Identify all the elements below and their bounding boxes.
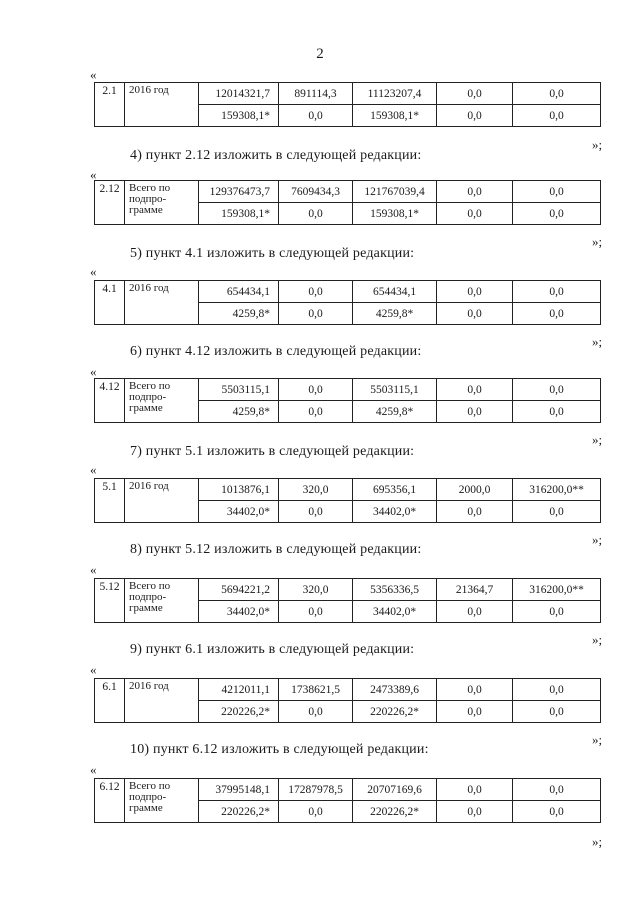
value-cell: 316200,0**: [513, 579, 601, 601]
value-cell: 0,0: [437, 281, 513, 303]
value-cell: 0,0: [513, 679, 601, 701]
value-cell: 159308,1*: [353, 203, 437, 225]
value-cell: 0,0: [513, 105, 601, 127]
value-cell: 34402,0*: [199, 501, 279, 523]
value-cell: 0,0: [279, 303, 353, 325]
open-quote: «: [90, 67, 97, 82]
amendment-table: [94, 82, 601, 127]
value-cell: 0,0: [437, 801, 513, 823]
value-cell: 0,0: [437, 401, 513, 423]
item-label: Всего по подпро-грамме: [125, 181, 199, 225]
close-quote: »;: [592, 834, 603, 849]
value-cell: 4259,8*: [353, 401, 437, 423]
table-row: [95, 281, 601, 303]
value-cell: 320,0: [279, 479, 353, 501]
value-cell: 0,0: [513, 401, 601, 423]
value-cell: 320,0: [279, 579, 353, 601]
amendment-table: [94, 280, 601, 325]
value-cell: 891114,3: [279, 83, 353, 105]
value-cell: 0,0: [437, 83, 513, 105]
value-cell: 0,0: [279, 801, 353, 823]
value-cell: 695356,1: [353, 479, 437, 501]
value-cell: 34402,0*: [353, 501, 437, 523]
value-cell: 37995148,1: [199, 779, 279, 801]
value-cell: 0,0: [437, 303, 513, 325]
table-row: [95, 479, 601, 501]
item-number: 2.12: [95, 181, 125, 225]
open-quote: «: [90, 562, 97, 577]
value-cell: 0,0: [513, 83, 601, 105]
value-cell: 0,0: [279, 701, 353, 723]
value-cell: 7609434,3: [279, 181, 353, 203]
value-cell: 34402,0*: [353, 601, 437, 623]
value-cell: 129376473,7: [199, 181, 279, 203]
value-cell: 0,0: [513, 779, 601, 801]
instruction-line: 5) пункт 4.1 изложить в следующей редакции:: [130, 246, 415, 261]
value-cell: 220226,2*: [353, 801, 437, 823]
value-cell: 0,0: [513, 203, 601, 225]
value-cell: 5503115,1: [353, 379, 437, 401]
instruction-line: 7) пункт 5.1 изложить в следующей редакции:: [130, 444, 415, 459]
value-cell: 0,0: [279, 401, 353, 423]
item-label: 2016 год: [125, 479, 199, 523]
value-cell: 316200,0**: [513, 479, 601, 501]
amendment-table: [94, 378, 601, 423]
value-cell: 0,0: [279, 105, 353, 127]
open-quote: «: [90, 364, 97, 379]
open-quote: «: [90, 264, 97, 279]
close-quote: »;: [592, 632, 603, 647]
amendment-table: [94, 778, 601, 823]
value-cell: 5694221,2: [199, 579, 279, 601]
value-cell: 159308,1*: [353, 105, 437, 127]
table-row: [95, 181, 601, 203]
instruction-line: 9) пункт 6.1 изложить в следующей редакции:: [130, 642, 415, 657]
table-row: [95, 679, 601, 701]
value-cell: 4259,8*: [199, 303, 279, 325]
value-cell: 159308,1*: [199, 105, 279, 127]
value-cell: 0,0: [513, 501, 601, 523]
value-cell: 0,0: [437, 203, 513, 225]
close-quote: »;: [592, 532, 603, 547]
value-cell: 654434,1: [353, 281, 437, 303]
close-quote: »;: [592, 732, 603, 747]
value-cell: 0,0: [437, 181, 513, 203]
value-cell: 1738621,5: [279, 679, 353, 701]
value-cell: 654434,1: [199, 281, 279, 303]
table-row: [95, 83, 601, 105]
value-cell: 2000,0: [437, 479, 513, 501]
item-number: 4.1: [95, 281, 125, 325]
value-cell: 0,0: [279, 379, 353, 401]
open-quote: «: [90, 167, 97, 182]
value-cell: 21364,7: [437, 579, 513, 601]
value-cell: 4259,8*: [199, 401, 279, 423]
value-cell: 121767039,4: [353, 181, 437, 203]
value-cell: 0,0: [513, 303, 601, 325]
instruction-line: 10) пункт 6.12 изложить в следующей редакции:: [130, 742, 429, 757]
value-cell: 0,0: [513, 181, 601, 203]
item-number: 5.12: [95, 579, 125, 623]
value-cell: 220226,2*: [199, 701, 279, 723]
item-number: 6.1: [95, 679, 125, 723]
item-label: 2016 год: [125, 679, 199, 723]
close-quote: »;: [592, 137, 603, 152]
value-cell: 2473389,6: [353, 679, 437, 701]
item-label: Всего по подпро-грамме: [125, 779, 199, 823]
value-cell: 0,0: [513, 379, 601, 401]
value-cell: 0,0: [279, 203, 353, 225]
open-quote: «: [90, 462, 97, 477]
value-cell: 11123207,4: [353, 83, 437, 105]
value-cell: 0,0: [437, 379, 513, 401]
value-cell: 20707169,6: [353, 779, 437, 801]
value-cell: 0,0: [513, 601, 601, 623]
amendment-table: [94, 678, 601, 723]
open-quote: «: [90, 762, 97, 777]
value-cell: 220226,2*: [353, 701, 437, 723]
value-cell: 5356336,5: [353, 579, 437, 601]
value-cell: 0,0: [437, 601, 513, 623]
value-cell: 159308,1*: [199, 203, 279, 225]
close-quote: »;: [592, 334, 603, 349]
value-cell: 0,0: [513, 801, 601, 823]
value-cell: 0,0: [279, 281, 353, 303]
value-cell: 12014321,7: [199, 83, 279, 105]
item-number: 4.12: [95, 379, 125, 423]
value-cell: 0,0: [437, 679, 513, 701]
value-cell: 0,0: [437, 105, 513, 127]
table-row: [95, 379, 601, 401]
amendment-table: [94, 478, 601, 523]
value-cell: 1013876,1: [199, 479, 279, 501]
value-cell: 5503115,1: [199, 379, 279, 401]
instruction-line: 6) пункт 4.12 изложить в следующей редакции:: [130, 344, 422, 359]
value-cell: 220226,2*: [199, 801, 279, 823]
value-cell: 0,0: [513, 701, 601, 723]
value-cell: 17287978,5: [279, 779, 353, 801]
value-cell: 4212011,1: [199, 679, 279, 701]
item-label: Всего по подпро-грамме: [125, 579, 199, 623]
table-row: [95, 779, 601, 801]
value-cell: 0,0: [437, 701, 513, 723]
item-label: 2016 год: [125, 83, 199, 127]
item-label: Всего по подпро-грамме: [125, 379, 199, 423]
open-quote: «: [90, 662, 97, 677]
item-label: 2016 год: [125, 281, 199, 325]
value-cell: 0,0: [279, 501, 353, 523]
value-cell: 0,0: [279, 601, 353, 623]
table-row: [95, 579, 601, 601]
item-number: 5.1: [95, 479, 125, 523]
close-quote: »;: [592, 432, 603, 447]
instruction-line: 8) пункт 5.12 изложить в следующей редакции:: [130, 542, 422, 557]
value-cell: 0,0: [437, 501, 513, 523]
close-quote: »;: [592, 234, 603, 249]
value-cell: 4259,8*: [353, 303, 437, 325]
item-number: 6.12: [95, 779, 125, 823]
item-number: 2.1: [95, 83, 125, 127]
instruction-line: 4) пункт 2.12 изложить в следующей редакции:: [130, 148, 422, 163]
amendment-table: [94, 578, 601, 623]
page-number: 2: [316, 46, 324, 62]
amendment-table: [94, 180, 601, 225]
value-cell: 0,0: [513, 281, 601, 303]
value-cell: 0,0: [437, 779, 513, 801]
value-cell: 34402,0*: [199, 601, 279, 623]
